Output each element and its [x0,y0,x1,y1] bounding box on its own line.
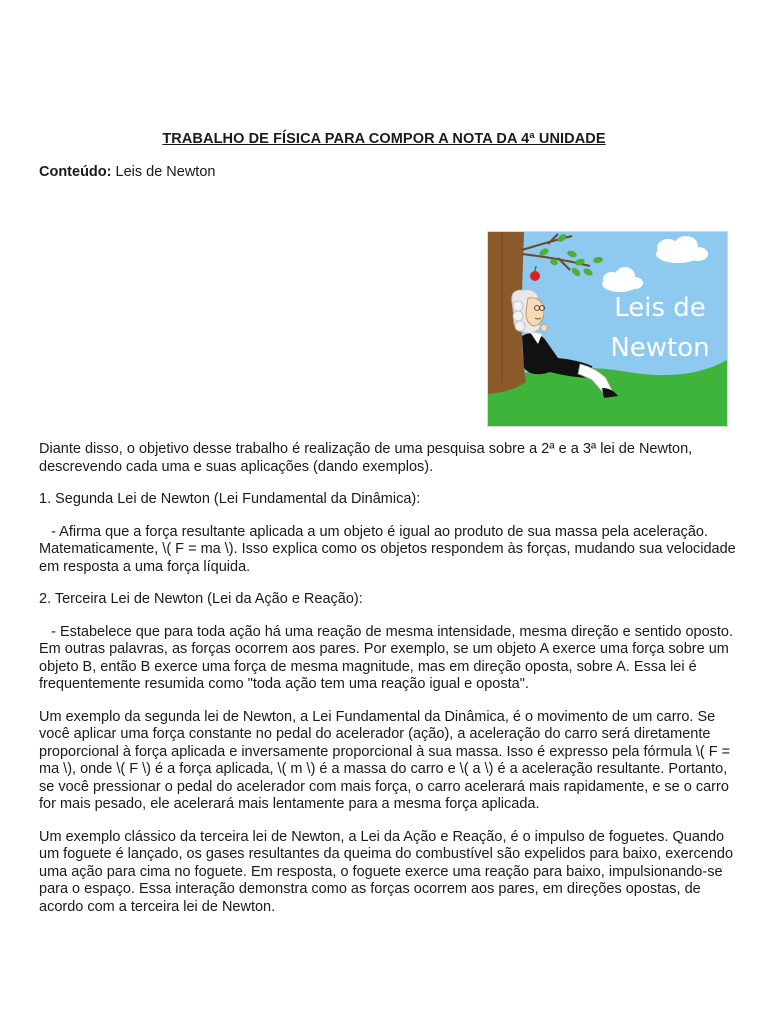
newton-illustration-drawing [488,232,727,426]
content-line [39,164,215,180]
content-value: Leis de Newton [111,164,216,180]
heading-second-law: 1. Segunda Lei de Newton (Lei Fundamental da Dinâmica): [39,491,421,507]
apple-stem [535,266,536,271]
paragraph-third-law: - Estabelece que para toda ação há uma reação de mesma intensidade, mesma direção e sentido oposto. Em outras palavras, as forças ocorrem aos pares. Por exemplo, se um objeto A exerce uma força sobre um objeto B, então B exerce uma força de mesma magnitude, mas em direção oposta, sobre A. Essa lei é frequentemente resumida como "toda ação tem uma reação igual e oposta". [39,623,738,692]
document-title: TRABALHO DE FÍSICA PARA COMPOR A NOTA DA 4ª UNIDADE [162,131,606,147]
content-label: Conteúdo: [39,164,112,180]
document-body [39,441,739,931]
newton-illustration [487,231,728,427]
heading-third-law: 2. Terceira Lei de Newton (Lei da Ação e Reação): [39,591,363,607]
image-caption-line1: Leis de [614,293,706,323]
apple [530,271,540,281]
image-caption-line2: Newton [610,333,710,363]
paragraph-second-law-example: Um exemplo da segunda lei de Newton, a Lei Fundamental da Dinâmica, é o movimento de um carro. Se você aplicar uma força constante no pedal do acelerador (ação), a aceleração do carro será diretamente proporcional à força aplicada e inversamente proporcional à sua massa. Isso é expresso pela fórmula \( F = ma \), onde \( F \) é a força aplicada, \( m \) é a massa do carro e \( a \) é a aceleração resultante. Portanto, se você pressionar o pedal do acelerador com mais força, o carro acelerará mais rapidamente, e se o carro for mais pesado, ele acelerará mais lentamente para a mesma força aplicada. [39,708,731,812]
paragraph-objective: Diante disso, o objetivo desse trabalho é realização de uma pesquisa sobre a 2ª e a 3ª lei de Newton, descrevendo cada uma e suas aplicações (dando exemplos). [39,441,693,475]
paragraph-second-law: - Afirma que a força resultante aplicada a um objeto é igual ao produto de sua massa pela aceleração. Matematicamente, \( F = ma \). Isso explica como os objetos respondem às forças, mudando sua velocidade em resposta a uma força líquida. [39,523,740,575]
paragraph-third-law-example: Um exemplo clássico da terceira lei de Newton, a Lei da Ação e Reação, é o impulso de foguetes. Quando um foguete é lançado, os gases resultantes da queima do combustível são expelidos para baixo, exercendo uma ação para cima no foguete. Em resposta, o foguete exerce uma reação para baixo, impulsionando-se para o espaço. Essa interação demonstra como as forças ocorrem aos pares, em direções opostas, de acordo com a terceira lei de Newton. [39,828,734,915]
